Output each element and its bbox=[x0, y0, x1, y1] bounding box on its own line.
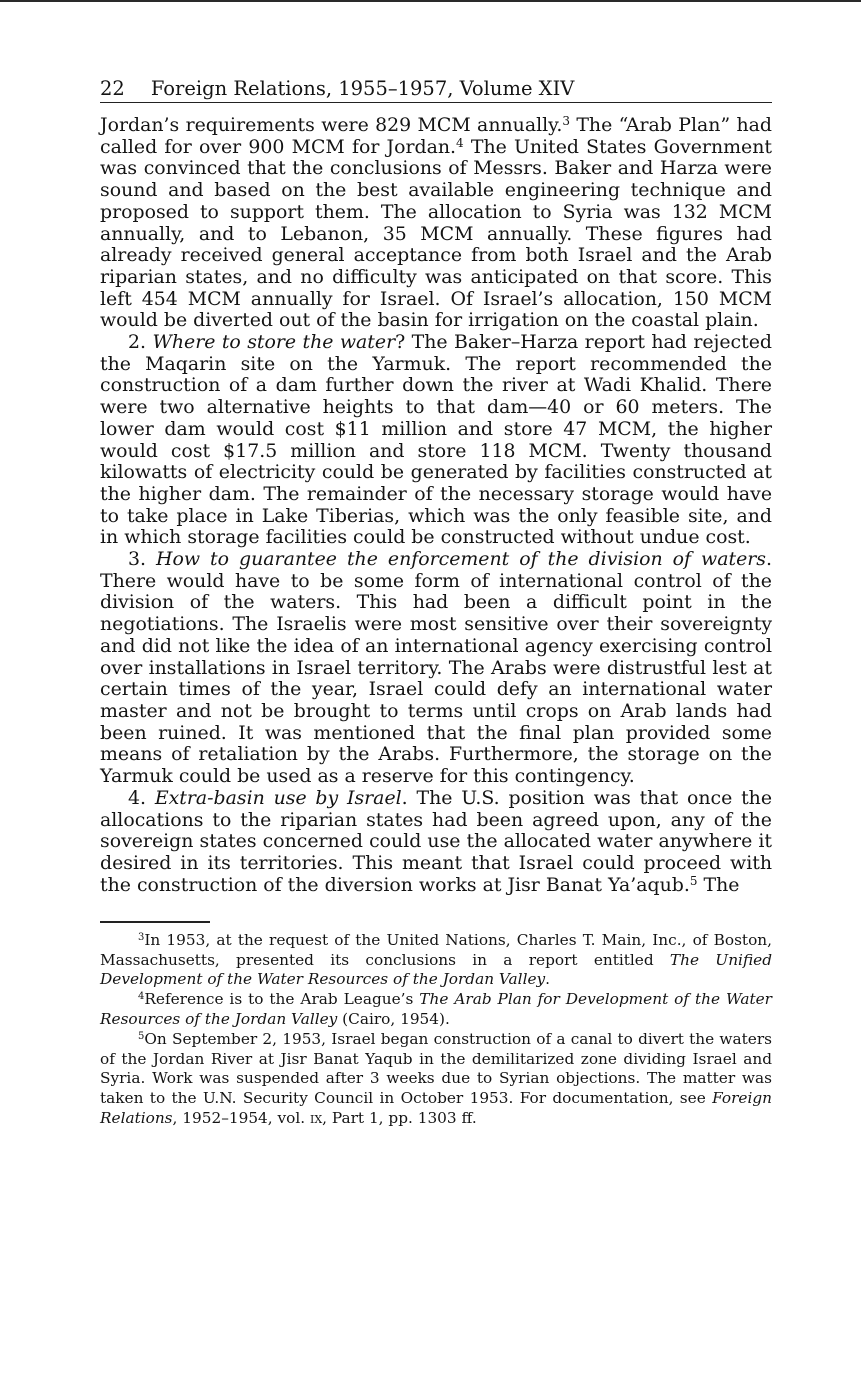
footnote-5-volume: ix bbox=[309, 1108, 323, 1127]
footnote-5-text: On September 2, 1953, Israel began construction of a canal to divert the waters of the Jordan River at Jisr Banat Yaqub in the demilitarized zone dividing Israel and Syria. Work was suspended after 3 weeks due to Syrian objections. The matter was taken to the U.N. Security Council in October 1953. For documentation, see bbox=[100, 1029, 772, 1108]
footnote-3-mark: 3 bbox=[138, 931, 145, 943]
paragraph-4-heading: Extra-basin use by Israel bbox=[154, 786, 402, 809]
footnote-4-text: Reference is to the Arab League’s bbox=[144, 990, 420, 1009]
footnote-4-mark: 4 bbox=[138, 991, 145, 1003]
footnote-3 bbox=[100, 931, 772, 990]
paragraph-3-text: . There would have to be some form of international control of the division of the waters. This had been a difficult point in the negotiations. The Israelis were most sensitive over their sovereignty and did not like the idea of an international agency exercising control over installations in Israel territory. The Arabs were distrustful lest at certain times of the year, Israel could defy an international water master and not be brought to terms until crops on Arab lands had been ruined. It was mentioned that the final plan provided some means of retaliation by the Arabs. Furthermore, the storage on the Yarmuk could be used as a reserve for this contingency. bbox=[100, 548, 772, 788]
running-header bbox=[100, 76, 772, 103]
running-title: Foreign Relations, 1955–1957, Volume XIV bbox=[150, 77, 575, 100]
paragraph-4-number: 4. bbox=[128, 786, 155, 809]
paragraph-2-text: ? The Baker–Harza report had rejected the Maqarin site on the Yarmuk. The report recommended the construction of a dam further down the river at Wadi Khalid. There were two alternative heights to that dam—40 or 60 meters. The lower dam would cost $11 million and store 47 MCM, the higher would cost $17.5 million and store 118 MCM. Twenty thousand kilowatts of electricity could be generated by facilities constructed at the higher dam. The remainder of the necessary storage would have to take place in Lake Tiberias, which was the only feasible site, and in which storage facilities could be constructed without undue cost. bbox=[100, 331, 773, 549]
footnote-3-end: . bbox=[545, 970, 551, 989]
paragraph-4-tail: The bbox=[697, 873, 740, 896]
footnote-4-title: The Arab Plan for Development of the Water Resources of the Jordan Valley bbox=[100, 990, 772, 1028]
footnote-5-title: Foreign Relations bbox=[100, 1089, 772, 1127]
paragraph-2 bbox=[100, 332, 772, 549]
footnote-divider bbox=[100, 921, 210, 923]
paragraph-1 bbox=[100, 115, 772, 332]
document-page bbox=[100, 76, 772, 1129]
paragraph-3-heading: How to guarantee the enforcement of the division of waters bbox=[156, 548, 766, 571]
body-text bbox=[100, 115, 772, 896]
page-number: 22 bbox=[100, 77, 125, 100]
paragraph-1-text-c: The United States Government was convinced that the conclusions of Messrs. Baker and Harza were sound and based on the best available engineering technique and proposed to support them. The allocation to Syria was 132 MCM annually, and to Lebanon, 35 MCM annually. These figures had already received general acceptance from both Israel and the Arab riparian states, and no difficulty was anticipated on that score. This left 454 MCM annually for Israel. Of Israel’s allocation, 150 MCM would be diverted out of the basin for irrigation on the coastal plain. bbox=[100, 135, 772, 332]
footnote-5-mark: 5 bbox=[138, 1030, 145, 1042]
footnote-4 bbox=[100, 990, 772, 1030]
footnote-ref-3[interactable]: 3 bbox=[562, 114, 570, 128]
footnote-ref-5[interactable]: 5 bbox=[689, 873, 698, 888]
footnote-3-title: The Unified Development of the Water Resources of the Jordan Valley bbox=[100, 950, 772, 989]
page-top-edge-rule bbox=[0, 0, 861, 2]
footnote-4-end: (Cairo, 1954). bbox=[337, 1010, 450, 1028]
footnote-5-mid: , 1952–1954, vol. bbox=[172, 1108, 310, 1127]
paragraph-2-number: 2. bbox=[128, 331, 153, 354]
paragraph-4 bbox=[100, 788, 772, 897]
footnote-ref-4[interactable]: 4 bbox=[456, 135, 464, 150]
footnotes bbox=[100, 931, 772, 1129]
paragraph-1-text-a: Jordan’s requirements were 829 MCM annually. bbox=[100, 114, 563, 136]
footnote-5-end: , Part 1, pp. 1303 ff. bbox=[322, 1108, 477, 1127]
paragraph-1-text-b: The “Arab Plan” had called for over 900 MCM for Jordan. bbox=[100, 114, 772, 158]
paragraph-2-heading: Where to store the water bbox=[152, 331, 396, 354]
footnote-3-text: In 1953, at the request of the United Nations, Charles T. Main, Inc., of Boston, Massachusetts, presented its conclusions in a report entitled bbox=[100, 930, 772, 969]
paragraph-4-text: . The U.S. position was that once the allocations to the riparian states had been agreed upon, any of the sovereign states concerned could use the allocated water anywhere it desired in its territories. This meant that Israel could proceed with the construction of the diversion works at Jisr Banat Ya’aqub. bbox=[100, 786, 773, 896]
footnote-5 bbox=[100, 1030, 772, 1129]
paragraph-3-number: 3. bbox=[128, 548, 157, 571]
paragraph-3 bbox=[100, 549, 772, 788]
